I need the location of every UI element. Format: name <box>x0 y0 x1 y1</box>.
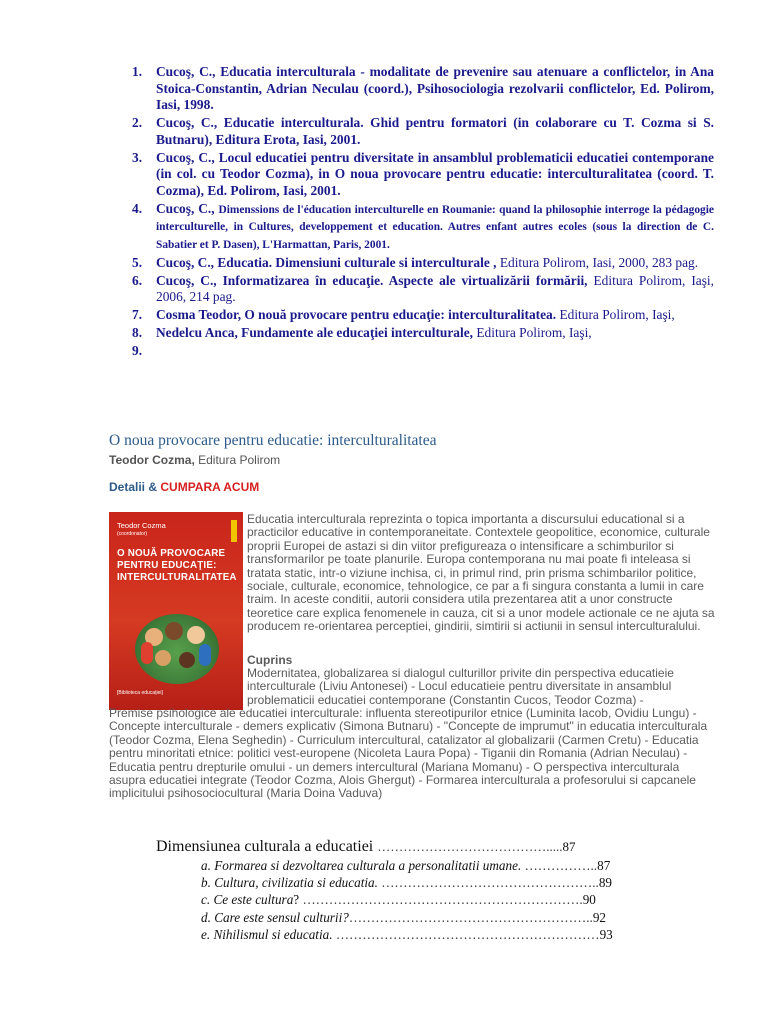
toc-page-number: 87 <box>597 858 611 873</box>
cover-series: [Biblioteca educației] <box>117 690 163 696</box>
reference-number: 2. <box>132 115 143 130</box>
book-publisher: Editura Polirom <box>194 453 281 467</box>
cuprins-text-2: Premise psihologice ale educatiei interculturale: influenta stereotipurilor etnice (Luminita Iacob, Ovidiu Lungu) - Concepte interculturale - demers explicativ (Simona Butnaru) - "Concepte de imprumut" in educatia interculturala (Teodor Cozma, Elena Seghedin) - Curriculum intercultural, catalizator al globalizarii (Carmen Cretu) - Educatia pentru minoritati etnice: politici vest-europene (Nicoleta Laura Popa) - Tiganii din Romania (Adrian Neculau) - Educatia pentru drepturile omului - un demers intercultural (Mariana Momanu) - O perspectiva interculturala asupra educatiei integrate (Teodor Cozma, Alois Ghergut) - Formarea interculturala a profesorului si capcanele implicitului psihosociocultural (Maria Doina Vaduva) <box>109 706 708 801</box>
book-title[interactable]: O noua provocare pentru educatie: interculturalitatea <box>109 432 437 449</box>
reference-text: Cucoş, C., Educatia interculturala - modalitate de prevenire sau atenuare a conflictelor, in Ana Stoica-Constantin, Adrian Neculau (coord.), Psihosociologia rezolvarii conflictelor, Ed. Polirom, Iasi, 1998. <box>156 64 714 112</box>
buy-now-link[interactable]: CUMPARA ACUM <box>160 480 260 494</box>
details-buy-line <box>109 480 259 494</box>
reference-item <box>108 343 714 360</box>
toc-list <box>201 857 613 943</box>
reference-item <box>108 201 714 254</box>
reference-text: Cucoş, C., Educatia. Dimensiuni culturale si interculturale , <box>156 254 500 270</box>
toc-item: d. Care este sensul culturii?………………………………………………..92 <box>201 909 607 925</box>
toc-main-entry: Dimensiunea culturala a educatiei ………………………………….....87 <box>156 838 576 855</box>
toc-page-number: 92 <box>592 909 607 925</box>
details-link[interactable]: Detalii & <box>109 480 161 494</box>
reference-number: 1. <box>132 64 143 79</box>
reference-text: Cucoş, C., Educatie interculturala. Ghid pentru formatori (in colaborare cu T. Cozma si S. Butnaru), Editura Erota, Iasi, 2001. <box>156 115 714 147</box>
reference-item <box>108 255 714 272</box>
reference-number: 9. <box>132 343 143 358</box>
book-author: Teodor Cozma, <box>109 453 195 467</box>
reference-text: Cucoş, C., Informatizarea în educaţie. Aspecte ale virtualizării formării, <box>156 272 594 288</box>
reference-text: Editura Polirom, Iaşi, <box>476 325 592 340</box>
reference-text: Cucoş, C., <box>156 200 219 216</box>
reference-text: Cucoş, C., Locul educatiei pentru diversitate in ansamblul problematicii educatiei contemporane (in col. cu Teodor Cozma), in O noua provocare pentru educatie: interculturalitatea (coord. T. Cozma), Ed. Polirom, Iasi, 2001. <box>156 149 714 198</box>
reference-text: Nedelcu Anca, Fundamente ale educaţiei interculturale, <box>156 325 477 340</box>
toc-page-number: 90 <box>582 892 596 908</box>
toc-item: b. Cultura, civilizatia si educatia. …………………………………………..89 <box>201 875 613 891</box>
reference-item <box>108 273 714 306</box>
reference-number: 3. <box>132 149 143 165</box>
cover-photo <box>135 614 219 684</box>
reference-text: Editura Polirom, Iaşi, <box>559 307 675 322</box>
cover-tag <box>231 520 237 542</box>
reference-text: Editura Polirom, Iaşi, 2006, 214 pag. <box>156 272 715 304</box>
reference-item <box>108 115 714 148</box>
toc-page-number: 93 <box>599 926 613 942</box>
reference-number: 8. <box>132 325 143 340</box>
toc-page-number: 89 <box>598 875 613 891</box>
reference-number: 4. <box>132 200 143 216</box>
reference-item <box>108 325 714 342</box>
reference-number: 7. <box>132 307 143 322</box>
toc-item: e. Nihilismul si educatia. ……………………………………………………93 <box>201 926 613 942</box>
reference-item <box>108 307 714 324</box>
reference-text: Editura Polirom, Iasi, 2000, 283 pag. <box>499 254 699 270</box>
cover-author: Teodor Cozma (coordonator) <box>117 521 166 537</box>
book-description: Educatia interculturala reprezinta o topica importanta a discursului educational si a practicilor educative in contemporaneitate. Contextele geopolitice, economice, culturale proprii Europei de astazi si din viitor prefigureaza o intensificare a schimburilor si transformarilor pe toate planurile. Europa contemporana nu mai poate fi inteleasa si tratata static, intr-o viziune inchisa, ci, in primul rind, prin prisma schimbarilor politice, sociale, culturale, economice, tehnologice, ce par a fi singura constanta a lumii in care traim. In aceste conditii, autorii considera utila prezentarea atit a unor constructe teoretice care explica fenomenele in cauza, cit si a unor modele actionale ce ne ajuta sa producem re-orientarea perceptiei, gindirii, simtirii si actiunii in sensul interculturalului. <box>247 512 715 634</box>
book-author-line <box>109 453 280 467</box>
book-cover-image[interactable] <box>109 512 243 710</box>
toc-item: c. Ce este cultura? ……………………………………………………….90 <box>201 892 596 908</box>
toc-item: a. Formarea si dezvoltarea culturala a personalitatii umane. ……………..87 <box>201 858 611 873</box>
reference-text: Cosma Teodor, O nouă provocare pentru educaţie: interculturalitatea. <box>156 307 560 322</box>
cuprins-text-1: Modernitatea, globalizarea si dialogul culturillor privite din perspectiva educatieie interculturale (Liviu Antonesei) - Locul educatieie pentru diversitate in ansamblul problematicii educatiei contemporane (Constantin Cucos, Teodor Cozma) - <box>247 666 674 707</box>
reference-text: Dimenssions de l'éducation interculturelle en Roumanie: quand la philosophie interroge la pédagogie interculturelle, in Cultures, developpement et education. Autres enfant autres ecoles (sous la direction de C. Sabatier et P. Dasen), L'Harmattan, Paris, 2001. <box>156 203 714 251</box>
reference-list <box>108 64 714 361</box>
cover-title: O NOUĂ PROVOCARE PENTRU EDUCAŢIE: INTERCULTURALITATEA <box>117 548 237 583</box>
reference-number: 5. <box>132 254 143 270</box>
reference-item <box>108 64 714 114</box>
reference-item <box>108 150 714 200</box>
reference-number: 6. <box>132 272 143 288</box>
cuprins-heading: Cuprins <box>247 653 293 667</box>
